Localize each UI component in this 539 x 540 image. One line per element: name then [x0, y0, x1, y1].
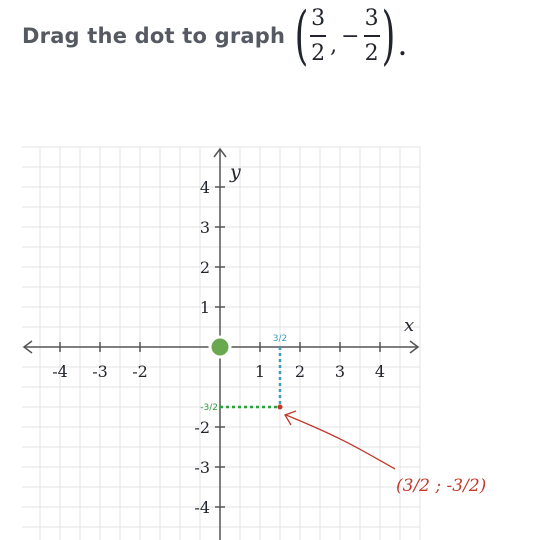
- left-paren: (: [294, 0, 309, 73]
- annotation-layer: [200, 334, 486, 496]
- draggable-point[interactable]: [210, 337, 230, 357]
- y-tick-label: 3: [199, 218, 210, 237]
- x-tick-label: -4: [52, 362, 68, 381]
- y-guide-label: -3/2: [200, 403, 218, 413]
- point-layer[interactable]: [210, 337, 230, 357]
- annotation-point-dot: [278, 405, 283, 410]
- y-sign: −: [341, 23, 360, 49]
- handwritten-coordinate-label: (3/2 ; -3/2): [396, 476, 487, 496]
- x-guide-label: 3/2: [272, 334, 288, 344]
- x-tick-label: 1: [254, 362, 266, 381]
- prompt-text: Drag the dot to graph: [22, 24, 286, 48]
- y-numerator: 3: [364, 6, 379, 31]
- x-tick-label: 4: [374, 362, 386, 381]
- right-paren: ): [381, 0, 395, 73]
- y-denominator: 2: [364, 41, 379, 66]
- y-tick-label: 2: [199, 258, 210, 277]
- y-tick-label: 4: [199, 178, 210, 197]
- x-numerator: 3: [311, 6, 326, 31]
- x-tick-label: -3: [92, 362, 108, 381]
- y-tick-label: -2: [194, 418, 210, 437]
- y-tick-label: 1: [199, 298, 210, 317]
- y-tick-label: -3: [194, 458, 210, 477]
- coordinate-separator: ,: [330, 32, 338, 58]
- x-tick-label: -2: [132, 362, 148, 381]
- prompt-period: .: [398, 35, 407, 61]
- x-tick-label: 3: [334, 362, 346, 381]
- y-axis-label: y: [230, 161, 241, 183]
- x-axis-label: x: [404, 315, 415, 336]
- x-tick-label: 2: [294, 362, 306, 381]
- y-tick-label: -4: [194, 498, 210, 517]
- x-denominator: 2: [311, 41, 326, 66]
